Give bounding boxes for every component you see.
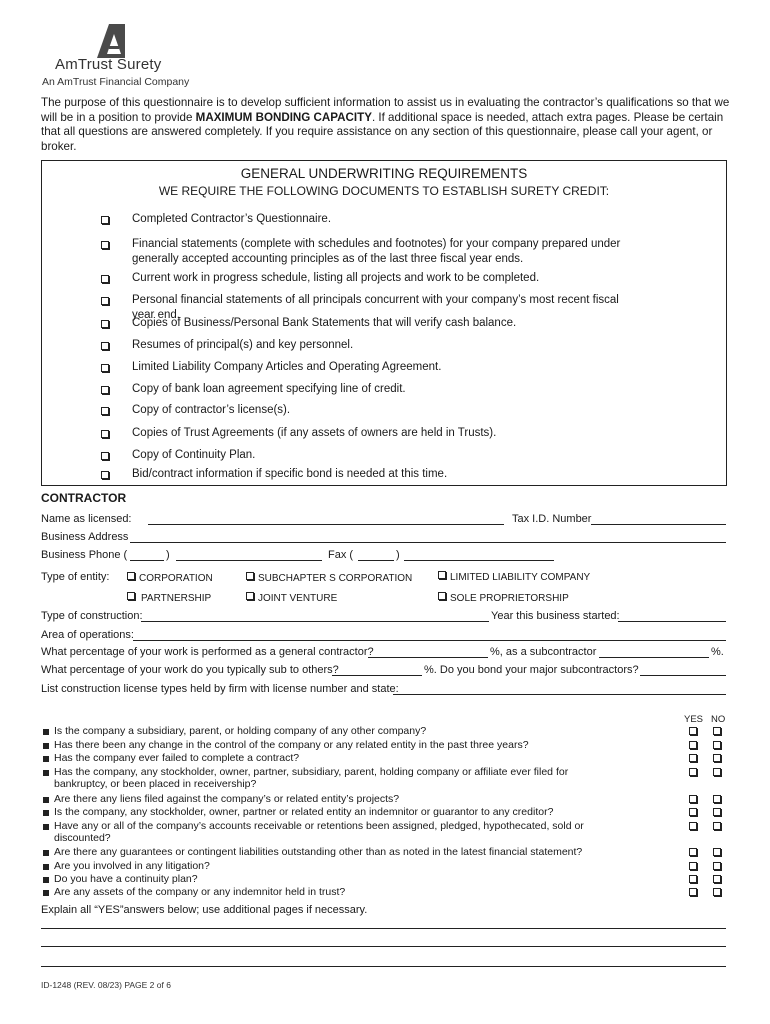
entity-checkbox-joint-venture[interactable] xyxy=(246,592,254,600)
question-no-checkbox[interactable] xyxy=(713,822,721,830)
requirement-item-text: Copies of Business/Personal Bank Statements that will verify cash balance. xyxy=(132,317,517,329)
subcontractor-pct-label: %, as a subcontractor xyxy=(490,646,597,658)
question-yes-checkbox[interactable] xyxy=(689,875,697,883)
question-no-checkbox[interactable] xyxy=(713,754,721,762)
contractor-heading: CONTRACTOR xyxy=(41,491,127,505)
question-bullet-icon xyxy=(43,743,49,749)
requirement-checkbox[interactable] xyxy=(101,407,109,415)
requirement-item-text: Bid/contract information if specific bond is needed at this time. xyxy=(132,468,448,480)
fax-number-field[interactable] xyxy=(404,560,554,561)
tax-id-label: Tax I.D. Number xyxy=(512,513,592,525)
entity-checkbox-subchapter-s[interactable] xyxy=(246,572,254,580)
requirement-item-text: Completed Contractor’s Questionnaire. xyxy=(132,213,332,225)
phone-number-field[interactable] xyxy=(176,560,322,561)
requirement-checkbox[interactable] xyxy=(101,297,109,305)
entity-joint-venture-label: JOINT VENTURE xyxy=(258,593,338,604)
brand-subtitle: An AmTrust Financial Company xyxy=(42,76,190,88)
entity-checkbox-partnership[interactable] xyxy=(127,592,135,600)
name-label: Name as licensed: xyxy=(41,513,132,525)
name-field[interactable] xyxy=(148,524,504,525)
question-bullet-icon xyxy=(43,890,49,896)
intro-paragraph: The purpose of this questionnaire is to develop sufficient information to assist us in evaluating the contractor’s qualifications so that we will be in a position to provide MAXIMUM BONDING CAPACITY. If additional space is needed, attach extra pages. Please be certain that all questions are answered completely. If you require assistance on any section of this questionnaire, please call your agent, or broker. xyxy=(41,96,730,153)
question-bullet-icon xyxy=(43,729,49,735)
question-text: Is the company, any stockholder, owner, partner or related entity an indemnitor or guarantor to any creditor? xyxy=(54,806,554,818)
requirement-item-text: Copy of bank loan agreement specifying line of credit. xyxy=(132,383,406,395)
question-bullet-icon xyxy=(43,770,49,776)
explain-instructions: Explain all “YES”answers below; use additional pages if necessary. xyxy=(41,904,368,916)
question-bullet-icon xyxy=(43,810,49,816)
year-started-label: Year this business started: xyxy=(491,610,620,622)
requirement-item-text: Current work in progress schedule, listing all projects and work to be completed. xyxy=(132,272,540,284)
entity-checkbox-sole-proprietorship[interactable] xyxy=(438,592,446,600)
requirement-checkbox[interactable] xyxy=(101,471,109,479)
no-column-header: NO xyxy=(711,714,726,725)
requirement-checkbox[interactable] xyxy=(101,452,109,460)
question-yes-checkbox[interactable] xyxy=(689,862,697,870)
question-bullet-icon xyxy=(43,797,49,803)
entity-sole-proprietorship-label: SOLE PROPRIETORSHIP xyxy=(450,593,569,604)
brand-name: AmTrust Surety xyxy=(55,56,162,73)
question-no-checkbox[interactable] xyxy=(713,862,721,870)
underwriting-requirements-box xyxy=(41,160,727,486)
tax-id-field[interactable] xyxy=(591,524,726,525)
question-text: Have any or all of the company’s accounts receivable or retentions been assigned, pledged, hypothecated, sold or discounted? xyxy=(54,820,584,844)
requirements-title: GENERAL UNDERWRITING REQUIREMENTS xyxy=(240,166,528,181)
question-yes-checkbox[interactable] xyxy=(689,795,697,803)
question-text: Are you involved in any litigation? xyxy=(54,860,210,872)
form-footer: ID-1248 (REV. 08/23) PAGE 2 of 6 xyxy=(41,980,171,990)
bond-subcontractors-field[interactable] xyxy=(640,675,726,676)
entity-partnership-label: PARTNERSHIP xyxy=(141,593,212,604)
area-field[interactable] xyxy=(133,640,726,641)
question-yes-checkbox[interactable] xyxy=(689,808,697,816)
license-label: List construction license types held by firm with license number and state: xyxy=(41,683,399,695)
requirement-item-text: Resumes of principal(s) and key personnel. xyxy=(132,339,354,351)
construction-type-field[interactable] xyxy=(141,621,489,622)
question-yes-checkbox[interactable] xyxy=(689,768,697,776)
entity-subchapter-s-label: SUBCHAPTER S CORPORATION xyxy=(258,573,413,584)
license-field[interactable] xyxy=(393,694,726,695)
question-bullet-icon xyxy=(43,756,49,762)
question-text: Are there any guarantees or contingent liabilities outstanding other than as noted in the latest financial statement? xyxy=(54,846,583,858)
explain-line-2[interactable] xyxy=(41,946,726,947)
question-no-checkbox[interactable] xyxy=(713,768,721,776)
question-text: Are any assets of the company or any indemnitor held in trust? xyxy=(54,886,346,898)
requirement-item-text: Copy of Continuity Plan. xyxy=(132,449,256,461)
question-no-checkbox[interactable] xyxy=(713,808,721,816)
question-no-checkbox[interactable] xyxy=(713,795,721,803)
question-text: Has there been any change in the control of the company or any related entity in the past three years? xyxy=(54,739,529,751)
sub-to-others-field[interactable] xyxy=(332,675,422,676)
requirement-item-text: Financial statements (complete with schedules and footnotes) for your company prepared under generally accepted accounting principles as of the last three fiscal year ends. xyxy=(132,238,621,265)
requirement-item-text: Personal financial statements of all principals concurrent with your company’s most recent fiscal year end. xyxy=(132,294,619,321)
bond-subcontractors-label: %. Do you bond your major subcontractors? xyxy=(424,664,639,676)
fax-close-paren: ) xyxy=(396,549,400,561)
question-yes-checkbox[interactable] xyxy=(689,888,697,896)
requirements-subtitle: WE REQUIRE THE FOLLOWING DOCUMENTS TO ESTABLISH SURETY CREDIT: xyxy=(158,184,610,198)
requirement-checkbox[interactable] xyxy=(101,386,109,394)
requirement-checkbox[interactable] xyxy=(101,430,109,438)
phone-close-paren: ) xyxy=(166,549,170,561)
entity-label: Type of entity: xyxy=(41,571,110,583)
question-bullet-icon xyxy=(43,824,49,830)
subcontractor-pct-field[interactable] xyxy=(599,657,709,658)
explain-line-1[interactable] xyxy=(41,928,726,929)
year-started-field[interactable] xyxy=(618,621,726,622)
entity-corporation-label: CORPORATION xyxy=(139,573,213,584)
question-yes-checkbox[interactable] xyxy=(689,848,697,856)
question-no-checkbox[interactable] xyxy=(713,848,721,856)
question-text: Do you have a continuity plan? xyxy=(54,873,198,885)
requirement-item-text: Limited Liability Company Articles and Operating Agreement. xyxy=(132,361,442,373)
entity-llc-label: LIMITED LIABILITY COMPANY xyxy=(450,572,591,583)
pct-suffix: %. xyxy=(711,646,724,658)
question-no-checkbox[interactable] xyxy=(713,888,721,896)
entity-checkbox-corporation[interactable] xyxy=(127,572,135,580)
question-text: Are there any liens filed against the company’s or related entity’s projects? xyxy=(54,793,400,805)
question-bullet-icon xyxy=(43,864,49,870)
construction-type-label: Type of construction: xyxy=(41,610,143,622)
question-yes-checkbox[interactable] xyxy=(689,822,697,830)
requirement-checkbox[interactable] xyxy=(101,275,109,283)
question-yes-checkbox[interactable] xyxy=(689,741,697,749)
fax-label: Fax ( xyxy=(328,549,354,561)
sub-to-others-label: What percentage of your work do you typically sub to others? xyxy=(41,664,339,676)
fax-area-field[interactable] xyxy=(358,560,394,561)
address-field[interactable] xyxy=(130,542,726,543)
requirement-item-text: Copies of Trust Agreements (if any assets of owners are held in Trusts). xyxy=(132,427,497,439)
phone-label: Business Phone ( xyxy=(41,549,128,561)
question-bullet-icon xyxy=(43,850,49,856)
question-no-checkbox[interactable] xyxy=(713,741,721,749)
general-contractor-pct-label: What percentage of your work is performed as a general contractor? xyxy=(41,646,374,658)
yes-column-header: YES xyxy=(684,714,704,725)
amtrust-logo-icon xyxy=(93,24,133,58)
phone-area-field[interactable] xyxy=(130,560,164,561)
requirement-checkbox[interactable] xyxy=(101,241,109,249)
question-text: Has the company ever failed to complete a contract? xyxy=(54,752,300,764)
entity-checkbox-llc[interactable] xyxy=(438,571,446,579)
question-no-checkbox[interactable] xyxy=(713,875,721,883)
requirement-checkbox[interactable] xyxy=(101,216,109,224)
address-label: Business Address xyxy=(41,531,129,543)
question-yes-checkbox[interactable] xyxy=(689,754,697,762)
area-label: Area of operations: xyxy=(41,629,134,641)
question-bullet-icon xyxy=(43,877,49,883)
requirement-item-text: Copy of contractor’s license(s). xyxy=(132,404,291,416)
general-contractor-pct-field[interactable] xyxy=(368,657,488,658)
question-no-checkbox[interactable] xyxy=(713,727,721,735)
requirement-checkbox[interactable] xyxy=(101,320,109,328)
question-text: Has the company, any stockholder, owner, partner, subsidiary, parent, holding company or affiliate ever filed for bankruptcy, or been placed in receivership? xyxy=(54,766,569,790)
requirement-checkbox[interactable] xyxy=(101,342,109,350)
question-text: Is the company a subsidiary, parent, or holding company of any other company? xyxy=(54,725,427,737)
requirement-checkbox[interactable] xyxy=(101,364,109,372)
explain-line-3[interactable] xyxy=(41,966,726,967)
question-yes-checkbox[interactable] xyxy=(689,727,697,735)
